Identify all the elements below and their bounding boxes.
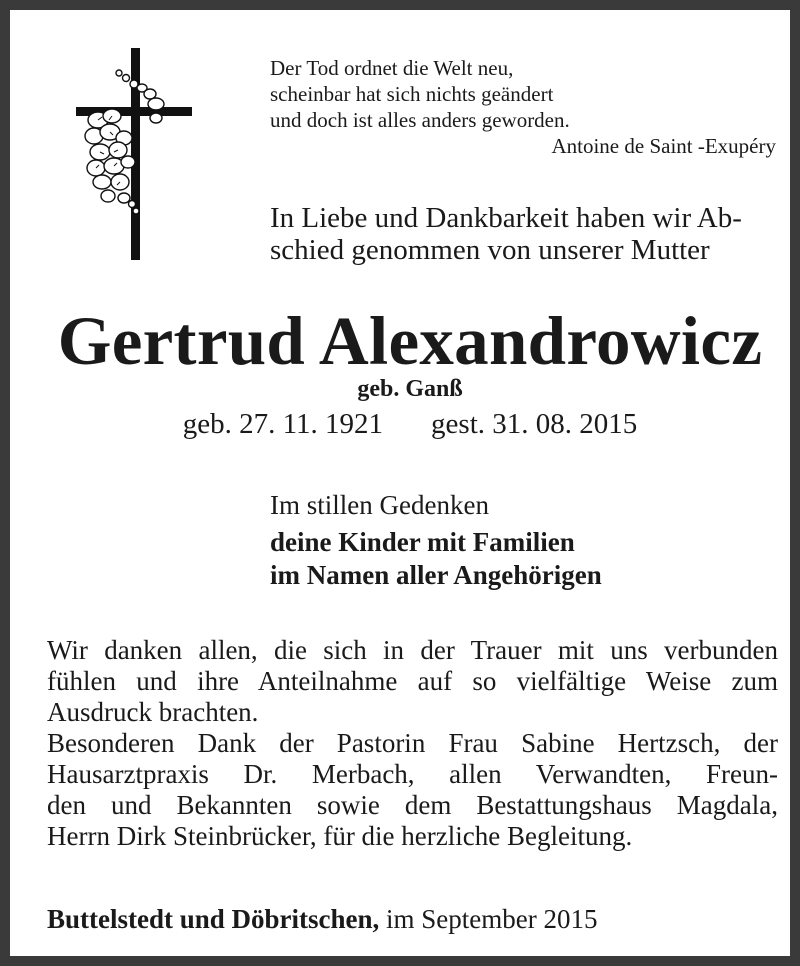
poem-author: Antoine de Saint -Exupéry xyxy=(551,134,776,158)
mourners-line: im Namen aller Angehörigen xyxy=(270,560,602,590)
cross-with-flowers-icon xyxy=(72,48,197,260)
thanks-line: Hausarztpraxis Dr. Merbach, allen Verwandten, Freun- xyxy=(47,759,778,789)
thanks-line: Ausdruck brachten. xyxy=(47,697,259,727)
thanks-line: Wir danken allen, die sich in der Trauer mit uns verbunden xyxy=(47,635,778,665)
thanks-text xyxy=(47,635,778,852)
life-dates xyxy=(10,407,800,441)
poem-line: und doch ist alles anders geworden. xyxy=(270,108,570,132)
intro-line: In Liebe und Dankbarkeit haben wir Ab- xyxy=(270,202,742,234)
epigraph-poem xyxy=(270,55,780,159)
thanks-line: Herrn Dirk Steinbrücker, für die herzliche Begleitung. xyxy=(47,821,633,851)
thanks-paragraph-2 xyxy=(47,728,778,852)
mourners-line: deine Kinder mit Familien xyxy=(270,527,575,557)
thanks-line: Besonderen Dank der Pastorin Frau Sabine Hertzsch, der xyxy=(47,728,778,758)
thanks-line: den und Bekannten sowie dem Bestattungshaus Magdala, xyxy=(47,790,778,820)
thanks-paragraph-1 xyxy=(47,635,778,728)
intro-line: schied genommen von unserer Mutter xyxy=(270,234,710,266)
thanks-line: fühlen und ihre Anteilnahme auf so vielfältige Weise zum xyxy=(47,666,778,696)
birth-date: geb. 27. 11. 1921 xyxy=(182,408,384,440)
poem-line: scheinbar hat sich nichts geändert xyxy=(270,82,554,106)
deceased-name: Gertrud Alexandrowicz xyxy=(57,303,763,379)
mourners-signature xyxy=(270,526,770,592)
closing-date: im September 2015 xyxy=(386,904,598,934)
remembrance-text: Im stillen Gedenken xyxy=(270,490,489,520)
poem-line: Der Tod ordnet die Welt neu, xyxy=(270,56,514,80)
farewell-intro xyxy=(270,202,790,266)
place-names: Buttelstedt und Döbritschen, xyxy=(47,904,380,934)
place-and-date xyxy=(47,903,778,935)
maiden-name: geb. Ganß xyxy=(357,376,463,402)
death-date: gest. 31. 08. 2015 xyxy=(431,408,638,440)
